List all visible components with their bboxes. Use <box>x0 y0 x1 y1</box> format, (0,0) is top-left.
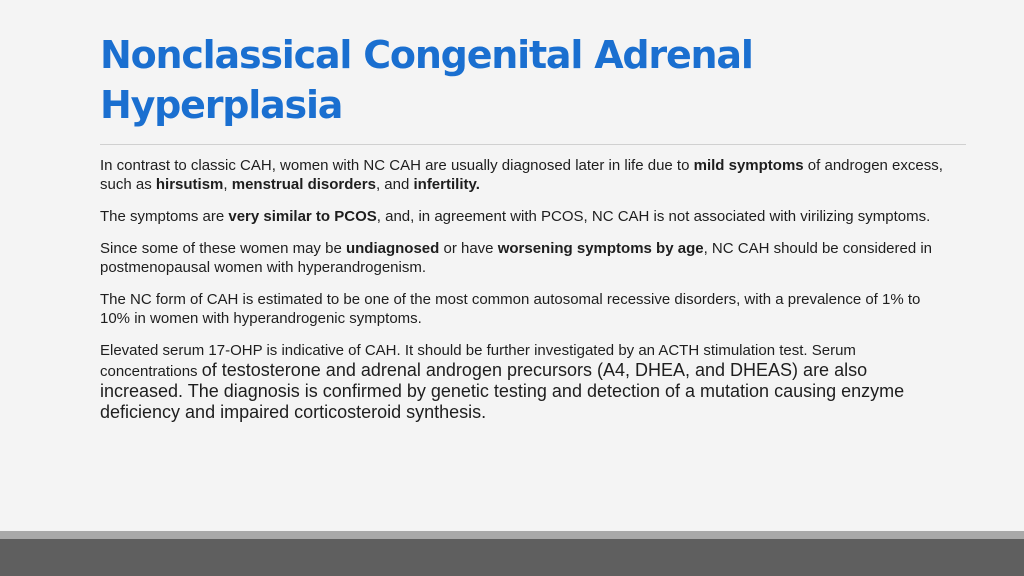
p1-bold-menstrual-disorders: menstrual disorders <box>231 176 376 193</box>
p1-bold-mild-symptoms: mild symptoms <box>693 157 804 174</box>
slide-title: Nonclassical Congenital Adrenal Hyperplasia <box>100 33 753 127</box>
p3-bold-worsening: worsening symptoms by age <box>497 240 704 257</box>
p1-text-3: , <box>223 176 232 193</box>
p1-text-4: , and <box>375 176 414 193</box>
footer-band-dark <box>0 539 1024 576</box>
footer-band-light <box>0 531 1024 539</box>
p1-text-1: In contrast to classic CAH, women with NC CAH are usually diagnosed later in life due to <box>100 157 694 174</box>
title-divider <box>100 144 966 145</box>
p1-bold-infertility: infertility. <box>413 176 480 193</box>
p5-text-2: of testosterone and adrenal androgen precursors (A4, DHEA, and DHEAS) are also increased. The diagnosis is confirmed by genetic testing and detection of a mutation causing enzyme deficiency and impaired corticosteroid synthesis. <box>100 360 905 422</box>
p1-bold-hirsutism: hirsutism <box>155 176 224 193</box>
paragraph-pcos <box>100 207 950 226</box>
p5-text-1: Elevated serum 17-OHP is indicative of CAH. It should be further investigated by an ACTH stimulation test. Serum concentrations <box>100 342 856 380</box>
p2-bold-similar-pcos: very similar to PCOS <box>228 208 377 225</box>
p2-text-1: The symptoms are <box>100 208 229 225</box>
p3-text-1: Since some of these women may be <box>100 240 346 257</box>
p2-text-2: , and, in agreement with PCOS, NC CAH is not associated with virilizing symptoms. <box>376 208 931 225</box>
p4-text-1: The NC form of CAH is estimated to be one of the most common autosomal recessive disorders, with a prevalence of 1% to 10% in women with hyperandrogenic symptoms. <box>100 291 921 327</box>
slide-body <box>100 156 950 436</box>
p3-text-2: or have <box>439 240 498 257</box>
paragraph-postmenopausal <box>100 239 950 277</box>
p1-text-2: of androgen excess, such as <box>100 157 943 193</box>
p3-text-3: , NC CAH should be considered in postmenopausal women with hyperandrogenism. <box>100 240 933 276</box>
paragraph-prevalence <box>100 290 950 328</box>
paragraph-testing <box>100 341 950 423</box>
paragraph-diagnosis <box>100 156 950 194</box>
p3-bold-undiagnosed: undiagnosed <box>345 240 440 257</box>
